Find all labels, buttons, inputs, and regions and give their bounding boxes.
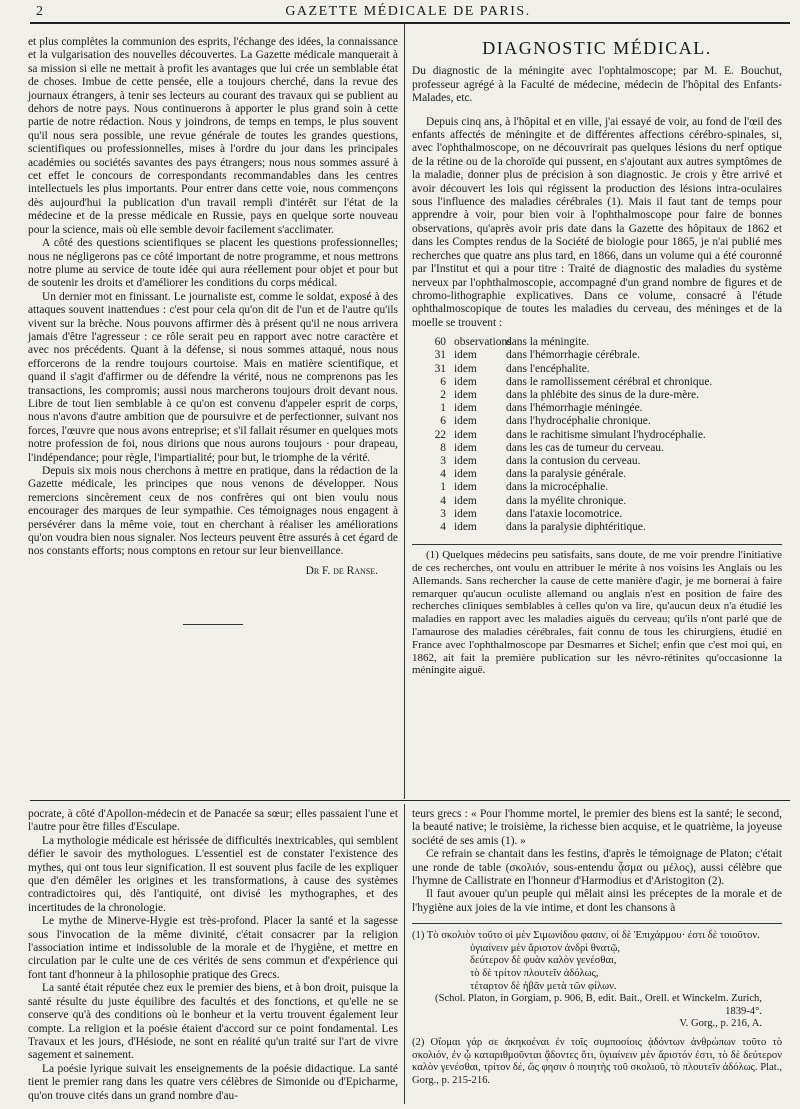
observation-label: dans le ramollissement cérébral et chronique. [506,375,713,388]
observation-idem: idem [454,362,477,375]
observation-row [412,402,782,415]
observation-label: dans la méningite. [506,336,590,349]
observation-row [412,455,782,468]
observation-label: dans l'hydrocéphalie chronique. [506,415,651,428]
observation-row [412,389,782,402]
observation-label: dans le rachitisme simulant l'hydrocéphalie. [506,428,706,441]
observation-count: 1 [440,481,446,494]
observation-idem: idem [454,375,477,388]
observation-row [412,508,782,521]
section-title: DIAGNOSTIC MÉDICAL. [482,38,712,58]
observation-row [412,363,782,376]
separator-rule [183,624,243,625]
citation: V. Gorg., p. 216, A. [679,1018,762,1030]
editorial-paragraph: A côté des questions scientifiques se placent les questions professionnelles; nous ne négligerons pas ce côté important de notre programme, et nous mettrons notre plume au service de toute idée qui aura réellement pour objet et pour but de soutenir les droits et d'améliorer les conditions du corps médical. [28,237,398,290]
greek-intro: (1) Τὸ σκολιὸν τοῦτο οἱ μὲν Σιμωνίδου φασιν, οἱ δὲ Ἐπιχάρμου· ἐστι δὲ τοιοῦτον. [412,930,760,942]
observation-idem: observations [454,336,512,349]
observation-count: 4 [440,468,446,481]
editorial-paragraph: et plus complètes la communion des esprits, l'échange des idées, la connaissance et la vulgarisation des nouvelles découvertes. La Gazette médicale manquerait à sa mission si elle ne mettait à profit les avantages que lui crée un semblable état de choses. Imbue de cette pensée, elle a toujours cherché, dans la revue des journaux étrangers, à tenir ses lecteurs au courant des travaux qui se publient au dehors de notre pays. Nous continuerons à apporter le plus grand soin à cette partie de notre rédaction. Nous y joindrons, de temps en temps, le plus souvent qu'il nous sera possible, une revue générale de toutes les grandes questions, scientifiques ou professionnelles, mises à l'ordre du jour dans les principales académies ou sociétés savantes des pays étrangers; nous nous sommes assuré à cet effet le concours de correspondants recommandables dans les centres intellectuels les plus importants. Pour entrer dans cette voie, nous commençons dès aujourd'hui la publication d'un travail rempli d'intérêt sur l'état de la médecine et de la presse médicale en Russie, pays en quelque sorte nouveau pour la science, mais où elle semble devoir facilement s'acclimater. [28,36,398,236]
observation-count: 1 [440,402,446,415]
observation-label: dans la paralysie générale. [506,468,627,481]
observation-count: 6 [440,375,446,388]
observation-label: dans les cas de tumeur du cerveau. [506,441,664,454]
article-paragraph: Depuis cinq ans, à l'hôpital et en ville, j'ai essayé de voir, au fond de l'œil des enfants affectés de méningite et de différentes affections cérébro-spinales, si, avec l'ophthalmoscope, on ne découvrirait pas quelques lésions du nerf optique de la rétine ou de la choroïde qui pussent, en s'ajoutant aux autres symptômes de la maladie, donner plus de précision à son diagnostic. Je crois y être arrivé et avoir découvert les lois qui régissent la production des lésions intra-oculaires sous l'influence des maladies cérébrales (1). Mais il faut tant de temps pour apprendre à voir, pour bien voir à l'ophthalmoscope pour faire de bonnes observations, qu'après avoir pris date dans la Gazette des hôpitaux de 1862 et dans les Comptes rendus de la Société de biologie pour 1865, je n'ai publié mes recherches que quatre ans plus tard, en 1866, dans un volume qui a été couronné par l'Institut et qui a pour titre : Traité de diagnostic des maladies du système nerveux par l'ophthalmoscopie, accompagné d'un grand nombre de figures et de chromo-lithographie explicatives. Dans ce volume, consacré à l'étude ophthalmoscopique de toutes les maladies du cerveau, des méninges et de la moelle se trouvent : [412,115,782,329]
observation-label: dans l'hémorrhagie cérébrale. [506,349,640,362]
observation-count: 31 [434,349,446,362]
editorial-signature: Dr F. de Ranse. [305,564,378,577]
observation-idem: idem [454,402,477,415]
observation-count: 8 [440,441,446,454]
observation-idem: idem [454,481,477,494]
greek-footnote-1 [412,930,782,1031]
observation-row [412,495,782,508]
observation-row [412,468,782,481]
observation-idem: idem [454,520,477,533]
observation-count: 4 [440,520,446,533]
footnote: (1) Quelques médecins peu satisfaits, sans doute, de me voir prendre l'initiative de ces recherches, ont voulu en attribuer le mérite à nos voisins les Anglais ou les Allemands. Sans rechercher la cause de cette manière d'agir, je me bornerai à faire remarquer qu'aucun oculiste allemand ou anglais n'est en position de faire des recherches cliniques semblables à celles qu'on va lire, qu'aucun deux n'a étudié les maladies en rapport avec les maladies aiguës du cerveau; qu'ils n'ont parlé que de l'amaurose des maladies cérébrales, fait connu de tous les chirurgiens, étudié en France avec l'ophthalmoscope par Desmarres et Sichel; enfin que c'est moi qui, en 1862, ait fait la première publication sur les névro-rétinites qu'occasionne la méningite aiguë. [412,549,782,677]
observation-label: dans la phlébite des sinus de la dure-mère. [506,388,699,401]
observation-count: 60 [434,336,446,349]
feuilleton-paragraph: La mythologie médicale est hérissée de difficultés inextricables, qui semblent défier le savoir des mythologues. L'essentiel est de constater l'existence des mythes, qui ont tous leur signification. Il est souvent plus facile de les expliquer que d'en démêler les origines et les transformations, à cause des systèmes contradictoires qui, dès l'antiquité, ont divisé les mythographes, et des incertitudes de la chronologie. [28,834,398,914]
feuilleton-right-column [412,808,782,1087]
observation-row [412,336,782,349]
observation-idem: idem [454,468,477,481]
page-header [28,4,788,22]
observation-label: dans l'hémorrhagie méningée. [506,402,643,415]
feuilleton-paragraph: pocrate, à côté d'Apollon-médecin et de Panacée sa sœur; elles passaient l'une et l'autre pour être filles d'Esculape. [28,808,398,834]
observation-count: 22 [434,428,446,441]
observation-count: 3 [440,454,446,467]
diagnostic-column [412,36,782,677]
observation-row [412,415,782,428]
citation: (Schol. Platon, in Gorgiam, p. 906, B, edit. Bait., Orell. et Winckelm. Zurich, 1839-4°. [435,993,762,1017]
feuilleton-left-column [28,808,398,1103]
observation-label: dans la contusion du cerveau. [506,454,641,467]
observation-row [412,521,782,534]
observations-list [412,336,782,534]
feuilleton-paragraph: teurs grecs : « Pour l'homme mortel, le premier des biens est la santé; le second, la beauté native; le troisième, la richesse bien acquise, et le quatrième, la joyeuse société de ses amis (1). » [412,808,782,847]
observation-idem: idem [454,441,477,454]
observation-label: dans l'ataxie locomotrice. [506,507,623,520]
editorial-column [28,36,398,625]
journal-title: GAZETTE MÉDICALE DE PARIS. [285,4,531,19]
observation-label: dans l'encéphalite. [506,362,590,375]
observation-count: 6 [440,415,446,428]
editorial-paragraph: Un dernier mot en finissant. Le journaliste est, comme le soldat, exposé à des attaques souvent inattendues : c'est pour cela qu'on dit de l'un et de l'autre qu'ils vivent sur la brèche. Nous pouvons affirmer dès à présent qu'il ne nous arrivera jamais d'être l'agresseur : ce rôle serait peu en rapport avec notre caractère et avec nos précédents. Quant à la défense, si nous sommes attaqué, nous nous efforcerons de la rendre toujours courtoise. Mais en matière scientifique, et quand il s'agit d'affirmer ou de défendre la vérité, nous ne comprenons pas les transactions, les compromis; aussi nous marcherons toujours droit devant nous. Libre de tout lien semblable à ce qu'on est convenu d'appeler esprit de corps, nous n'avons d'autre ambition que de poursuivre et de perfectionner, suivant nos forces, l'œuvre que nous avons entreprise; et s'il fallait résumer en quelques mots notre profession de foi, nous dirions que nous aurons toujours · pour drapeau, l'indépendance; pour règle, l'impartialité; pour but, le triomphe de la vérité. [28,290,398,464]
observation-label: dans la myélite chronique. [506,494,627,507]
page-number: 2 [36,4,43,19]
observation-count: 31 [434,362,446,375]
feuilleton-paragraph: Il faut avouer qu'un peuple qui mêlait ainsi les préceptes de la morale et de l'hygiène aux joies de la vie intime, et dont les chansons à [412,888,782,914]
feuilleton-paragraph: La poésie lyrique suivait les enseignements de la poésie didactique. La santé tient le premier rang dans les quatre vers célèbres de Simonide ou d'Epicharme, qu'on trouve cités dans un grand nombre d'au- [28,1062,398,1102]
article-byline: Du diagnostic de la méningite avec l'ophtalmoscope; par M. E. Bouchut, professeur agrégé à la Faculté de médecine, médecin de l'hôpital des Enfants-Malades, etc. [412,65,782,105]
observation-idem: idem [454,415,477,428]
column-divider [404,24,405,799]
greek-verse: ὑγιαίνειν μὲν ἄριστον ἀνδρὶ θνατῷ, [470,942,621,954]
observation-label: dans la paralysie diphtéritique. [506,520,646,533]
observation-row [412,481,782,494]
greek-footnote-2: (2) Οἴομαι γάρ σε ἀκηκοέναι ἐν τοῖς συμποσίοις ᾀδόντων ἀνθρώπων τοῦτο τὸ σκολιόν, ἐν ᾧ καταριθμοῦνται ᾄδοντες ὅτι, ὑγιαίνειν μὲν ἄριστόν ἐστι, τὸ δὲ δεύτερον καλὸν γενέσθαι, τρίτον δέ, ὥς φησιν ὁ ποιητὴς τοῦ σκολιοῦ, τὸ πλουτεῖν ἀδόλως. Plat., Gorg., p. 215-216. [412,1037,782,1086]
feuilleton-paragraph: Ce refrain se chantait dans les festins, d'après le témoignage de Platon; c'était une ronde de table (σκολιόν, sous-entendu ᾆσμα ou μέλος), aussi célèbre que l'hymne de Callistrate en l'honneur d'Harmodius et d'Aristogiton (2). [412,848,782,888]
header-rule [30,22,790,24]
observation-count: 3 [440,507,446,520]
observation-row [412,442,782,455]
feuilleton-paragraph: La santé était réputée chez eux le premier des biens, et à bon droit, puisque la santé résulte du juste équilibre des facultés et des fonctions, et qu'elle ne se conserve qu'à des conditions où le bonheur et la vertu trouvent également leur compte. La religion et la poésie étaient d'accord sur ce point fondamental. Les Travaux et les jours, d'Hésiode, ne sont en réalité qu'un traité sur l'art de vivre sagement et sainement. [28,982,398,1062]
observation-row [412,429,782,442]
observation-idem: idem [454,388,477,401]
feuilleton-paragraph: Le mythe de Minerve-Hygie est très-profond. Placer la santé et la sagesse sous l'invocation de la même divinité, c'était consacrer par la religion l'association intime et indissoluble de la morale et de l'hygiène, et mettre en circulation par le culte une de ces vérités de sens commun et d'expérience qui font tant d'honneur à la philosophie pratique des Grecs. [28,915,398,981]
feuilleton-rule [30,800,790,801]
observation-label: dans la microcéphalie. [506,481,609,494]
observation-count: 4 [440,494,446,507]
greek-verse: τέταρτον δὲ ἡβᾶν μετὰ τῶν φίλων. [470,980,617,992]
observation-idem: idem [454,349,477,362]
feuilleton-divider [404,804,405,1104]
observation-row [412,349,782,362]
footnote-rule [412,923,782,924]
observation-idem: idem [454,454,477,467]
greek-verse: τὸ δὲ τρίτον πλουτεῖν ἀδόλως, [470,968,599,980]
editorial-paragraph: Depuis six mois nous cherchons à mettre en pratique, dans la rédaction de la Gazette médicale, les principes que nous venons de développer. Nous remercions sincèrement ceux de nos confrères qui ont bien voulu nous encourager des marques de leur sympathie. Ces témoignages nous engagent à persévérer dans la même voie, tout en cherchant à réaliser les améliorations qu'on voudra bien nous signaler. Nos lecteurs peuvent être assurés à cet égard de nos constants efforts; nous comptons en retour sur leur bienveillance. [28,465,398,558]
footnote-rule [412,544,782,545]
observation-row [412,376,782,389]
observation-count: 2 [440,388,446,401]
observation-idem: idem [454,494,477,507]
observation-idem: idem [454,428,477,441]
greek-verse: δεύτερον δὲ φυὰν καλὸν γενέσθαι, [470,955,617,967]
observation-idem: idem [454,507,477,520]
